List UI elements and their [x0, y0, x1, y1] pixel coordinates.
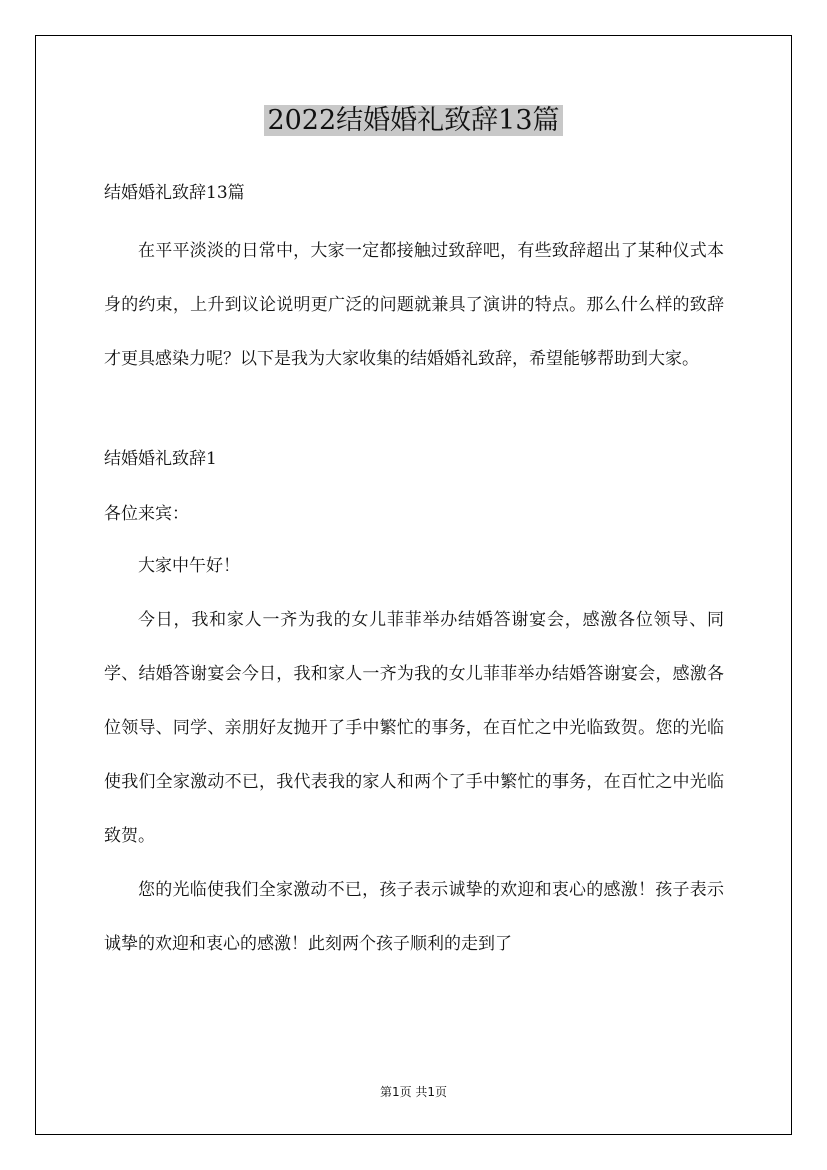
spacer — [104, 211, 724, 224]
document-title-text: 2022结婚婚礼致辞13篇 — [264, 105, 562, 136]
greeting-line: 大家中午好！ — [138, 556, 240, 576]
document-title — [0, 100, 827, 142]
page-number-label: 第1页 共1页 — [379, 1085, 448, 1099]
page-footer — [0, 1082, 827, 1102]
document-subtitle: 结婚婚礼致辞13篇 — [104, 183, 245, 203]
body-paragraph-2: 您的光临使我们全家激动不已，孩子表示诚挚的欢迎和衷心的感激！孩子表示诚挚的欢迎和衷心的感激！此刻两个孩子顺利的走到了 — [104, 880, 724, 954]
section-heading: 结婚婚礼致辞1 — [104, 449, 217, 469]
spacer — [104, 386, 724, 424]
body-paragraph-1: 今日，我和家人一齐为我的女儿菲菲举办结婚答谢宴会，感激各位领导、同学、结婚答谢宴会今日，我和家人一齐为我的女儿菲菲举办结婚答谢宴会，感激各位领导、同学、亲朋好友抛开了手中繁忙的事务，在百忙之中光临致贺。您的光临使我们全家激动不已，我代表我的家人和两个了手中繁忙的事务，在百忙之中光临致贺。 — [104, 610, 724, 846]
salutation: 各位来宾： — [104, 504, 189, 524]
intro-paragraph: 在平平淡淡的日常中，大家一定都接触过致辞吧，有些致辞超出了某种仪式本身的约束，上升到议论说明更广泛的问题就兼具了演讲的特点。那么什么样的致辞才更具感染力呢？以下是我为大家收集的结婚婚礼致辞，希望能够帮助到大家。 — [104, 241, 724, 369]
document-body — [104, 176, 724, 971]
